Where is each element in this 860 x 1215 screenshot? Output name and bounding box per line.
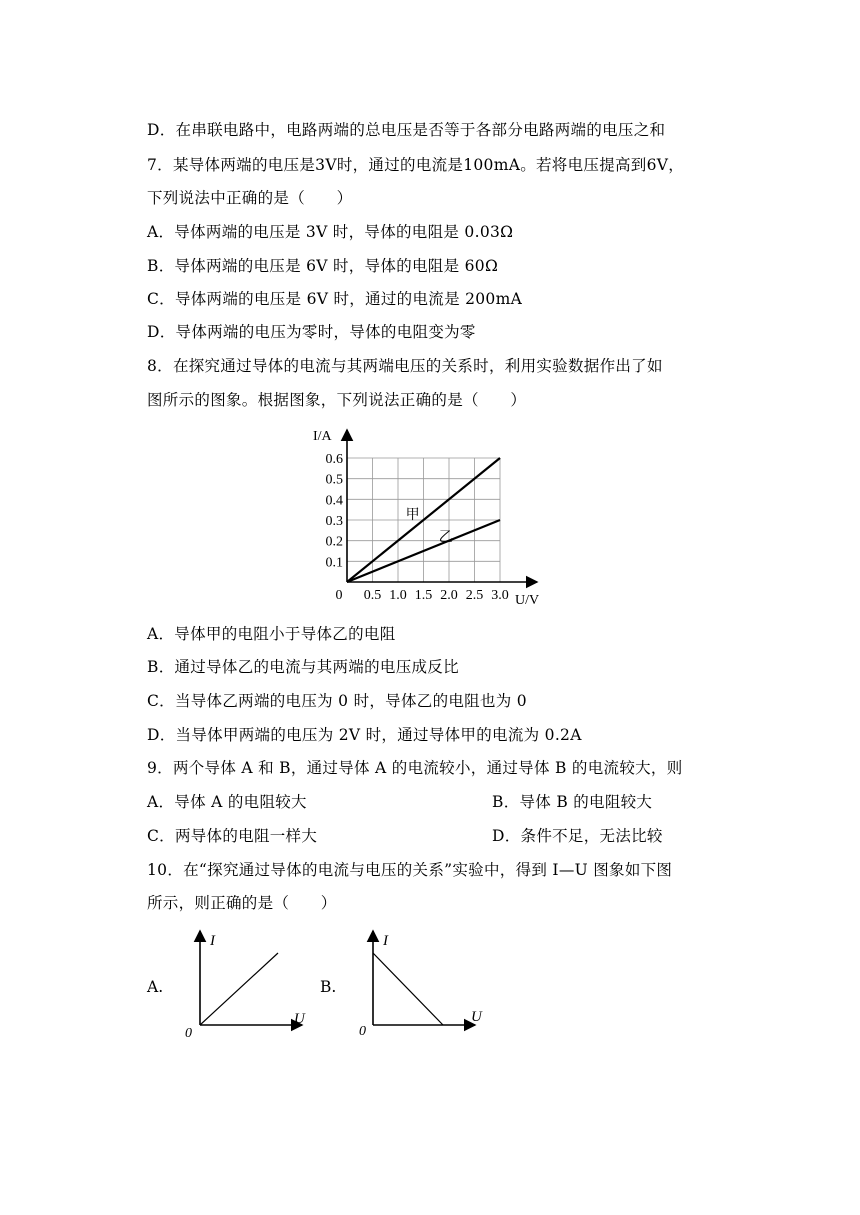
question-8: 8．在探究通过导体的电流与其两端电压的关系时，利用实验数据作出了如 xyxy=(147,357,663,375)
y-tick-label: 0.2 xyxy=(325,534,343,550)
series-label-1: 甲 xyxy=(405,507,420,523)
q9-option-a: A．导体 A 的电阻较大 xyxy=(147,793,307,811)
x-tick-label: 3.0 xyxy=(491,588,509,603)
q8-option-b: B．通过导体乙的电流与其两端的电压成反比 xyxy=(147,658,459,676)
question-7-cont: 下列说法中正确的是（ ） xyxy=(147,189,353,207)
q9-option-c: C．两导体的电阻一样大 xyxy=(147,827,318,845)
q10b-x-label: U xyxy=(471,1009,482,1025)
q10a-x-label: U xyxy=(294,1011,305,1027)
q10a-line xyxy=(200,953,278,1025)
text-line: D．在串联电路中，电路两端的总电压是否等于各部分电路两端的电压之和 xyxy=(147,121,666,139)
x-tick-label: 0.5 xyxy=(363,588,382,603)
q10b-y-label: I xyxy=(383,933,388,949)
question-10-cont: 所示，则正确的是（ ） xyxy=(147,894,337,912)
q8-graph xyxy=(305,422,545,612)
q8-option-a: A．导体甲的电阻小于导体乙的电阻 xyxy=(147,625,396,643)
y-tick-label: 0.3 xyxy=(325,514,343,529)
q9-option-b: B．导体 B 的电阻较大 xyxy=(492,793,653,811)
question-10: 10．在“探究通过导体的电流与电压的关系”实验中，得到 I—U 图象如下图 xyxy=(147,861,673,879)
q10-graph-a xyxy=(180,925,310,1040)
question-8-cont: 图所示的图象。根据图象，下列说法正确的是（ ） xyxy=(147,391,527,409)
y-axis-label: I/A xyxy=(313,429,332,444)
q7-option-a: A．导体两端的电压是 3V 时，导体的电阻是 0.03Ω xyxy=(147,223,514,241)
q9-option-d: D．条件不足，无法比较 xyxy=(492,827,663,845)
x-tick-label: 1.5 xyxy=(414,588,433,603)
series-label-2: 乙 xyxy=(438,530,453,546)
origin-label: 0 xyxy=(335,588,343,603)
question-9: 9．两个导体 A 和 B，通过导体 A 的电流较小，通过导体 B 的电流较大，则 xyxy=(147,759,683,777)
x-axis-label: U/V xyxy=(515,593,540,608)
q10-option-b-label: B. xyxy=(320,978,337,996)
question-7: 7．某导体两端的电压是3V时，通过的电流是100mA。若将电压提高到6V， xyxy=(147,156,685,174)
q10b-origin: 0 xyxy=(359,1024,366,1039)
q8-option-d: D．当导体甲两端的电压为 2V 时，通过导体甲的电流为 0.2A xyxy=(147,726,582,744)
y-tick-label: 0.6 xyxy=(325,452,343,467)
y-tick-label: 0.5 xyxy=(325,472,343,488)
y-tick-label: 0.4 xyxy=(325,493,343,509)
q10a-origin: 0 xyxy=(185,1026,192,1040)
q10b-line xyxy=(373,953,443,1025)
q10-option-a-label: A. xyxy=(147,978,164,996)
q10a-y-label: I xyxy=(210,933,215,949)
x-tick-label: 2.5 xyxy=(465,588,484,603)
q8-option-c: C．当导体乙两端的电压为 0 时，导体乙的电阻也为 0 xyxy=(147,692,527,710)
q7-option-b: B．导体两端的电压是 6V 时，导体的电阻是 60Ω xyxy=(147,257,499,275)
y-tick-label: 0.1 xyxy=(325,555,343,571)
q10-graph-b xyxy=(353,925,493,1040)
x-tick-label: 1.0 xyxy=(389,588,407,603)
q7-option-d: D．导体两端的电压为零时，导体的电阻变为零 xyxy=(147,323,476,341)
q7-option-c: C．导体两端的电压是 6V 时，通过的电流是 200mA xyxy=(147,290,523,308)
x-tick-label: 2.0 xyxy=(440,588,458,603)
